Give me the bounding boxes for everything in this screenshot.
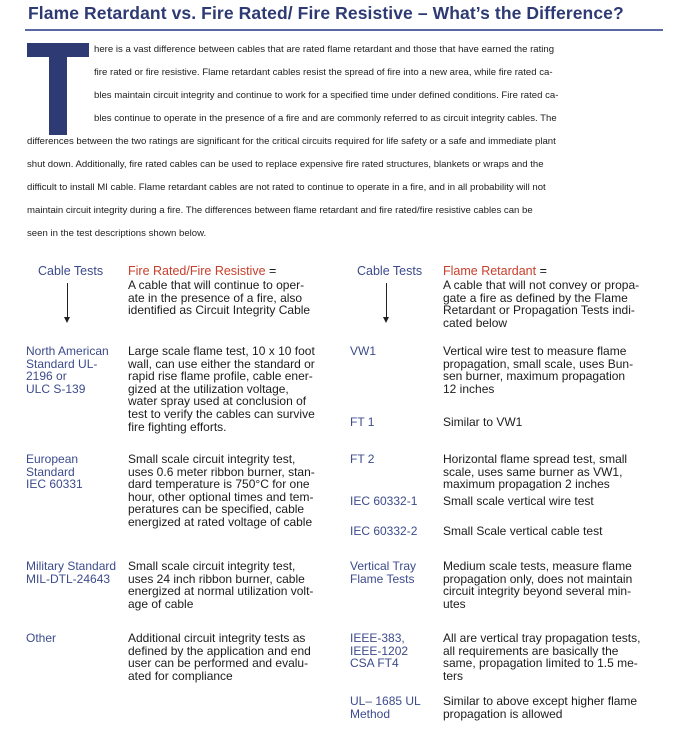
intro-line: differences between the two ratings are significant for the critical circuits required for life safety or a safe and immediate plant [27, 136, 556, 147]
text-line: Flame Tests [350, 571, 415, 586]
left-column-title: Fire Rated/Fire Resistive = [128, 264, 277, 278]
intro-line: shut down. Additionally, fire rated cables can be used to replace expensive fire rated structures, blankets or wraps and the [27, 159, 544, 170]
text-line: energized at rated voltage of cable [128, 514, 313, 529]
text-line: VW1 [350, 344, 377, 358]
text-line: propagation, small scale, uses Bun- [443, 356, 634, 371]
text-line: North American [26, 344, 109, 358]
right-column-description [443, 279, 668, 329]
text-line: Other [26, 631, 57, 645]
right-column-title: Flame Retardant = [443, 264, 547, 278]
text-line: identified as Circuit Integrity Cable [128, 303, 311, 318]
intro-line: here is a vast difference between cables that are rated flame retardant and those that have earned the rating [94, 44, 555, 55]
intro-line: difficult to install MI cable. Flame retardant cables are not rated to continue to operate in a fire, and in all probability will not [27, 182, 546, 193]
right-test-description [443, 525, 668, 538]
right-cable-tests-header: Cable Tests [357, 264, 423, 278]
left-down-arrow-icon [67, 283, 68, 321]
right-test-name [350, 632, 408, 670]
text-line: European [26, 452, 79, 466]
text-line: Standard [26, 464, 75, 479]
right-test-name [350, 495, 417, 508]
text-line: wall, can use either the standard or [128, 356, 315, 371]
text-line: user can be performed and evalu- [128, 656, 309, 671]
left-test-description [128, 453, 338, 529]
right-test-description [443, 560, 668, 610]
left-cable-tests-header: Cable Tests [38, 264, 104, 278]
text-line: FT 1 [350, 415, 375, 429]
right-test-description [443, 632, 668, 682]
text-line: 12 inches [443, 381, 495, 396]
text-line: Small Scale vertical cable test [443, 524, 603, 538]
text-line: propagation only, does not maintain [443, 571, 633, 586]
right-test-description [443, 695, 668, 720]
text-line: utes [443, 596, 466, 611]
text-line: rapid rise flame profile, cable ener- [128, 369, 313, 384]
page-title: Flame Retardant vs. Fire Rated/ Fire Resistive – What’s the Difference? [28, 3, 624, 23]
text-line: Retardant or Propagation Tests indi- [443, 303, 635, 318]
text-line: dard temperature is 750°C for one [128, 477, 310, 492]
drop-cap-letter [27, 43, 89, 135]
right-test-name [350, 416, 374, 429]
text-line: A cable that will continue to oper- [128, 278, 305, 292]
text-line: peratures can be specified, cable [128, 502, 305, 517]
text-line: UL– 1685 UL [350, 694, 421, 708]
text-line: A cable that will not convey or propa- [443, 278, 640, 292]
text-line: cated below [443, 315, 508, 330]
intro-line: maintain circuit integrity during a fire. The differences between flame retardant and fire rated/fire resistive cables can be [27, 205, 533, 216]
right-test-name [350, 345, 376, 358]
text-line: uses 0.6 meter ribbon burner, stan- [128, 464, 315, 479]
text-line: age of cable [128, 596, 194, 611]
left-test-name [26, 632, 56, 645]
text-line: gized at the utilization voltage, [128, 381, 289, 396]
text-line: MIL-DTL-24643 [26, 571, 111, 586]
right-test-name [350, 453, 374, 466]
text-line: circuit integrity beyond several min- [443, 584, 632, 599]
text-line: IEC 60331 [26, 477, 83, 492]
text-line: maximum propagation 2 inches [443, 477, 610, 492]
left-test-name [26, 453, 83, 491]
right-test-description [443, 495, 668, 508]
right-test-description [443, 453, 668, 491]
text-line: uses 24 inch ribbon burner, cable [128, 571, 305, 586]
text-line: Additional circuit integrity tests as [128, 631, 306, 645]
text-line: 2196 or [26, 369, 67, 384]
text-line: ULC S-139 [26, 381, 86, 396]
text-line: Large scale flame test, 10 x 10 foot [128, 344, 315, 358]
text-line: Similar to VW1 [443, 415, 523, 429]
text-line: test to verify the cables can survive [128, 406, 315, 421]
text-line: water spray used at conclusion of [128, 394, 307, 409]
text-line: energized at normal utilization volt- [128, 584, 314, 599]
left-test-description [128, 560, 338, 610]
text-line: Small scale vertical wire test [443, 494, 594, 508]
text-line: fire fighting efforts. [128, 419, 227, 434]
text-line: ated for compliance [128, 668, 233, 683]
left-test-name [26, 560, 116, 585]
text-line: hour, other optional times and tem- [128, 489, 314, 504]
right-test-description [443, 345, 668, 395]
text-line: Similar to above except higher flame [443, 694, 638, 708]
left-test-description [128, 345, 338, 433]
title-underline [25, 29, 663, 31]
text-line: ters [443, 668, 464, 683]
text-line: IEEE-1202 [350, 643, 409, 658]
text-line: scale, uses same burner as VW1, [443, 464, 623, 479]
right-test-name [350, 560, 416, 585]
left-column-description [128, 279, 338, 317]
text-line: Method [350, 706, 391, 721]
text-line: Horizontal flame spread test, small [443, 452, 628, 466]
right-down-arrow-icon [386, 283, 387, 321]
text-line: defined by the application and end [128, 643, 311, 658]
intro-line: fire rated or fire resistive. Flame retardant cables resist the spread of fire into a new area, while fire rated ca- [94, 67, 553, 78]
text-line: propagation is allowed [443, 706, 563, 721]
right-test-name [350, 695, 421, 720]
text-line: Vertical Tray [350, 559, 417, 573]
text-line: FT 2 [350, 452, 375, 466]
right-test-name [350, 525, 417, 538]
text-line: sen burner, maximum propagation [443, 369, 626, 384]
intro-line: seen in the test descriptions shown below. [27, 228, 207, 239]
text-line: ate in the presence of a fire, also [128, 290, 303, 305]
text-line: Medium scale tests, measure flame [443, 559, 632, 573]
text-line: CSA FT4 [350, 656, 399, 671]
text-line: Vertical wire test to measure flame [443, 344, 627, 358]
text-line: Small scale circuit integrity test, [128, 559, 296, 573]
text-line: Small scale circuit integrity test, [128, 452, 296, 466]
text-line: IEEE-383, [350, 631, 405, 645]
text-line: Standard UL- [26, 356, 98, 371]
left-test-description [128, 632, 338, 682]
text-line: all requirements are basically the [443, 643, 619, 658]
text-line: same, propagation limited to 1.5 me- [443, 656, 638, 671]
intro-line: bles continue to operate in the presence of a fire and are commonly referred to as circuit integrity cables. The [94, 113, 557, 124]
right-test-description [443, 416, 668, 429]
text-line: All are vertical tray propagation tests, [443, 631, 641, 645]
intro-line: bles maintain circuit integrity and continue to work for a specified time under defined conditions. Fire rated ca- [94, 90, 559, 101]
text-line: IEC 60332-1 [350, 494, 418, 508]
text-line: IEC 60332-2 [350, 524, 418, 538]
text-line: gate a fire as defined by the Flame [443, 290, 628, 305]
text-line: Military Standard [26, 559, 117, 573]
left-test-name [26, 345, 109, 395]
